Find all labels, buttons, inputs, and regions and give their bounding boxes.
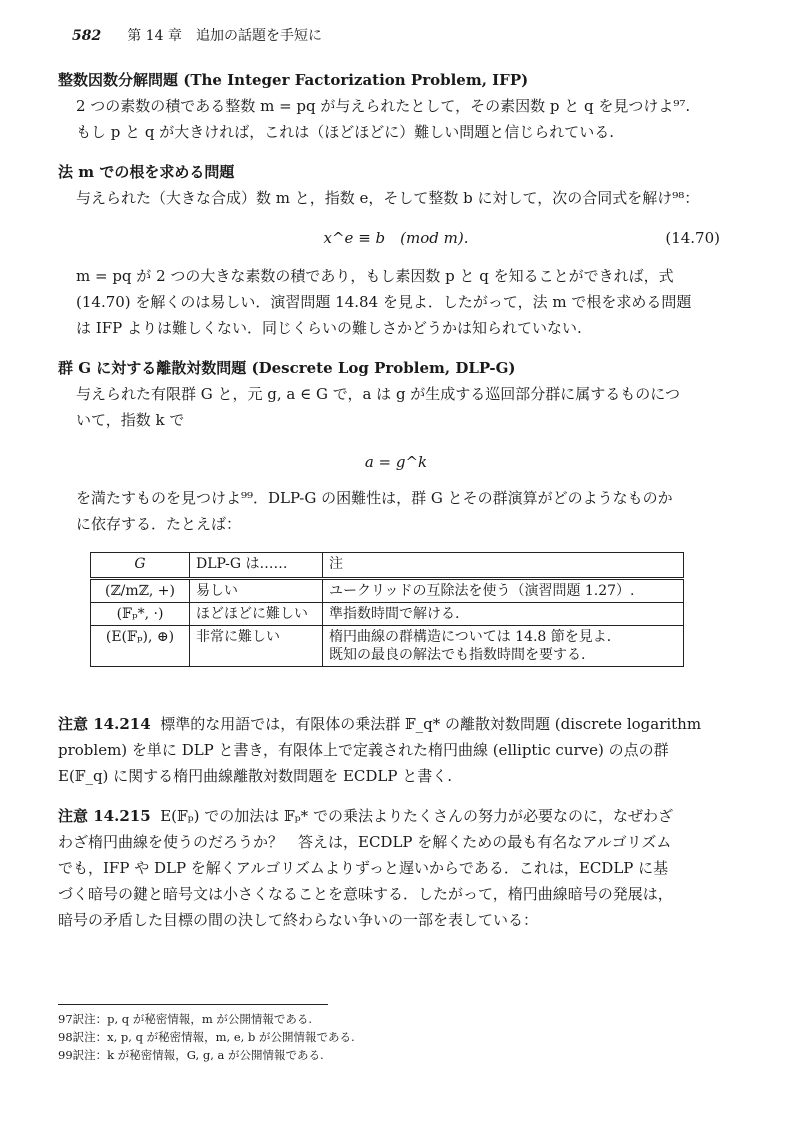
table-header-cell: 注 xyxy=(323,553,684,579)
equation-number: (14.70) xyxy=(665,229,720,247)
text-line: もし p と q が大きければ，これは（ほどほどに）難しい問題と信じられている. xyxy=(76,123,615,141)
table-cell: 易しい xyxy=(190,579,323,603)
table-header-row xyxy=(91,553,684,579)
dlp-group-table xyxy=(90,552,684,667)
remark-text: E(𝔽ₚ) での加法は 𝔽ₚ* での乗法よりたくさんの努力が必要なのに，なぜわざ xyxy=(160,807,673,825)
remark-text: 標準的な用語では，有限体の乗法群 𝔽_q* の離散対数問題 (discrete logarithm xyxy=(160,715,702,733)
running-header xyxy=(72,26,322,46)
text-line: 与えられた有限群 G と，元 g, a ∈ G で，a は g が生成する巡回部分群に属するものにつ xyxy=(76,385,681,403)
remark-label: 注意 14.214 xyxy=(58,715,151,733)
page-number: 582 xyxy=(72,28,102,44)
text-line: わざ楕円曲線を使うのだろうか？ 答えは，ECDLP を解くための最も有名なアルゴリズム xyxy=(58,833,672,851)
table-cell: (ℤ/mℤ, +) xyxy=(91,579,190,603)
text-line: m = pq が 2 つの大きな素数の積であり，もし素因数 p と q を知ることができれば，式 xyxy=(76,267,674,285)
table-cell: (𝔽ₚ*, ·) xyxy=(91,603,190,626)
footnote-98: 98訳注：x, p, q が秘密情報，m, e, b が公開情報である. xyxy=(58,1030,355,1044)
table-cell: 準指数時間で解ける. xyxy=(323,603,684,626)
section-title-dlp: 群 G に対する離散対数問題 (Descrete Log Problem, DLP-G) xyxy=(58,359,516,377)
text-line: problem) を単に DLP と書き，有限体上で定義された楕円曲線 (elliptic curve) の点の群 xyxy=(58,741,669,759)
text-line: は IFP よりは難しくない．同じくらいの難しさかどうかは知られていない. xyxy=(76,319,582,337)
table-cell: (E(𝔽ₚ), ⊕) xyxy=(91,626,190,667)
section-title-roots: 法 m での根を求める問題 xyxy=(58,163,235,181)
text-line: 与えられた（大きな合成）数 m と，指数 e，そして整数 b に対して，次の合同式を解け⁹⁸： xyxy=(76,189,700,207)
table-row xyxy=(91,626,684,667)
text-line: でも，IFP や DLP を解くアルゴリズムよりずっと遅いからである．これは，ECDLP に基 xyxy=(58,859,669,877)
equation-a-gk: a = g^k xyxy=(364,453,428,471)
table-row xyxy=(91,579,684,603)
text-line: づく暗号の鍵と暗号文は小さくなることを意味する．したがって，楕円曲線暗号の発展は， xyxy=(58,885,673,903)
footnote-97: 97訳注：p, q が秘密情報，m が公開情報である. xyxy=(58,1012,313,1026)
table-cell: ユークリッドの互除法を使う（演習問題 1.27）. xyxy=(323,579,684,603)
table-cell-line: 既知の最良の解法でも指数時間を要する. xyxy=(329,647,586,663)
section-title-ifp: 整数因数分解問題 (The Integer Factorization Problem, IFP) xyxy=(58,71,529,89)
text-line: (14.70) を解くのは易しい．演習問題 14.84 を見よ．したがって，法 m で根を求める問題 xyxy=(76,293,692,311)
text-line: 2 つの素数の積である整数 m = pq が与えられたとして，その素因数 p と q を見つけよ⁹⁷. xyxy=(76,97,691,115)
remark-14-215-line xyxy=(58,806,673,826)
table-cell: ほどほどに難しい xyxy=(190,603,323,626)
text-line: 暗号の矛盾した目標の間の決して終わらない争いの一部を表している： xyxy=(58,911,539,929)
table-cell-multiline xyxy=(323,626,684,667)
table-cell-line: 楕円曲線の群構造については 14.8 節を見よ． xyxy=(329,629,621,645)
remark-label: 注意 14.215 xyxy=(58,807,151,825)
footnote-rule xyxy=(58,1004,328,1005)
table-header-cell: G xyxy=(91,553,190,579)
table-row xyxy=(91,603,684,626)
equation-14-70: x^e ≡ b (mod m). xyxy=(323,229,469,247)
text-line: に依存する．たとえば： xyxy=(76,515,242,533)
footnote-99: 99訳注：k が秘密情報，G, g, a が公開情報である. xyxy=(58,1048,324,1062)
chapter-title: 第 14 章 追加の話題を手短に xyxy=(127,28,322,44)
text-line: E(𝔽_q) に関する楕円曲線離散対数問題を ECDLP と書く. xyxy=(58,767,452,785)
table-header-cell: DLP-G は…… xyxy=(190,553,323,579)
table-cell: 非常に難しい xyxy=(190,626,323,667)
remark-14-214-line xyxy=(58,714,701,734)
text-line: いて，指数 k で xyxy=(76,411,185,429)
text-line: を満たすものを見つけよ⁹⁹．DLP-G の困難性は，群 G とその群演算がどのようなものか xyxy=(76,489,673,507)
